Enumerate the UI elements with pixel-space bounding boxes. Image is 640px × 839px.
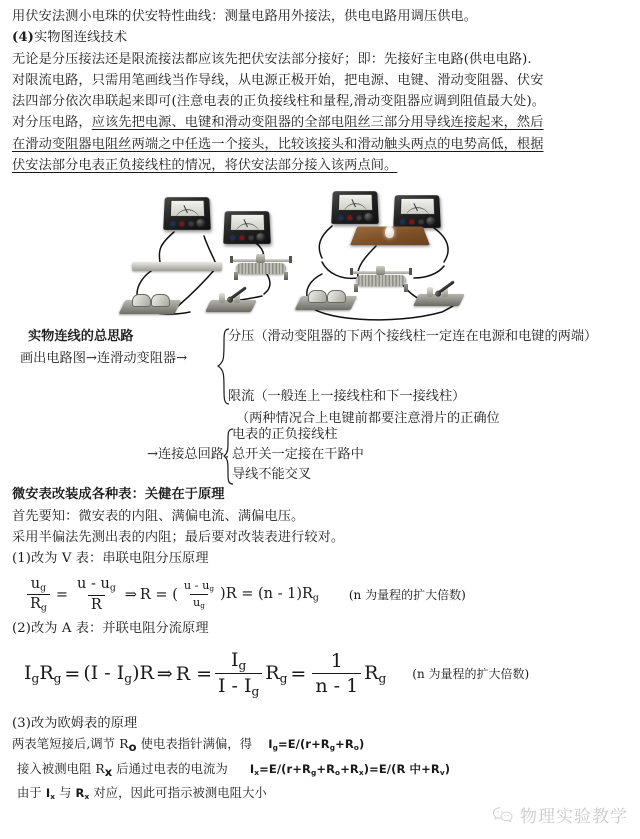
symbol-ix: $I_x$ [45,786,56,802]
small-bulb [385,226,394,238]
intro-line: 用伏安法测小电珠的伏安特性曲线：测量电路用外接法，供电电路用调压供电。 [12,9,478,24]
rheostat-coil [356,275,406,286]
paragraph-line-underlined: 伏安法部分电表正负接线柱的情况，将伏安法部分接入该两点间。 [12,158,398,174]
subscript-g: g [238,658,247,673]
fraction-denominator: I - $I_g$ [215,673,262,698]
r-equals: R = ( [139,586,178,603]
terminal-negative [170,221,176,227]
subscript-x: x [50,792,56,802]
underline-lead: 对分压电路， [12,115,92,131]
equals-sign: = [290,662,307,685]
subscript-g: g [124,671,133,686]
v-meter-note: (n 为量程的扩大倍数) [348,588,466,603]
terminal-positive [347,215,353,221]
subscript-o: o [353,743,359,753]
ohm-meter-label: (3)改为欧姆表的原理 [12,715,138,731]
subscript-x: x [358,767,364,777]
section-4-number: (4) [12,30,34,46]
subscript-g: g [378,671,387,686]
branch-voltage-divider-label: 分压 [228,329,255,345]
ammeter-right [331,192,379,225]
subscript-g: g [109,582,116,594]
outline-step-2: →连接总回路： [147,447,238,463]
meter-face [338,194,373,211]
paragraph-line-underlined [12,112,628,133]
r-equals: R = [175,662,212,685]
formula-rg: $R_g$ [265,662,288,686]
subscript-g: g [329,743,336,753]
rheostat-left [230,254,292,280]
fraction-numerator: u - $u_g$ [183,579,215,594]
terminal-common [248,235,254,241]
ohm-meter-line-1 [12,734,628,759]
switch-terminal [427,287,433,297]
fraction-one-over-n-minus-one [312,650,361,697]
subscript-g: g [310,767,317,777]
fraction-numerator: u - $u_g$ [77,576,116,594]
section-4-title: 实物图连线技术 [33,30,127,46]
lamp-board-right [354,220,426,254]
terminal-negative [230,235,236,241]
ohm-line1-text2: 使电表指针满偏，得 [136,737,253,752]
battery-cell [132,294,151,307]
outline-step-1: 画出电路图→连滑动变阻器→ [20,351,188,367]
subscript-o: o [128,740,137,755]
outline-item: 导线不能交叉 [232,467,312,483]
subscript-g: g [200,601,205,611]
branch-current-limit: 限流（一般连上一接线柱和下一接线柱） [228,389,466,405]
rheostat-coil [236,263,286,274]
watermark-text: 物理实验教学 [520,807,628,827]
battery-cell [308,290,327,303]
terminal-common [188,221,194,227]
fraction-inner [181,579,217,610]
paragraph-line-underlined: 在滑动变阻器电阻丝两端之中任选一个接头，比较该接头和滑动触头两点的电势高低，根据 [12,136,544,152]
meter-face [230,214,265,231]
implies-sign: ⇒ [156,662,173,685]
ohm-meter-line-3: 由于 $I_x$ 与 $R_x$ 对应，因此可指示被测电阻大小 [17,786,267,802]
subscript-g: g [40,602,47,614]
resistance-bar-left [132,262,222,271]
subscript-g: g [53,671,62,686]
rheostat-slider[interactable] [256,254,265,263]
battery-right [298,288,354,314]
subscript-x: x [104,764,113,779]
formula-tail: )$R = (n - 1)R_g$ [220,585,319,604]
branch-note: （两种情况合上电键前都要注意滑片的正确位 [236,411,500,427]
rheostat-leg [234,272,238,280]
v-meter-formula-row [24,576,628,614]
subscript-v: v [439,767,445,777]
ohm-line1-formula: $I_g=E/(r+R_g+R_o)$ [268,737,365,753]
rheostat-terminal-left [230,256,233,263]
battery-left [122,292,178,318]
terminal-positive [239,235,245,241]
paragraph-line: 对限流电路，只需用笔画线当作导线，从电源正极开始，把电源、电键、滑动变阻器、伏安 [12,72,544,88]
lamp-terminal [413,241,421,248]
section-4-paragraph [12,49,628,177]
fraction-denominator: R [88,595,105,613]
switch-base [413,294,465,306]
terminal-positive [179,221,185,227]
switch-left[interactable] [208,288,254,316]
fraction-denominator: $u_g$ [190,594,208,610]
outline-brace-diagram [12,328,628,483]
fraction-numerator: 1 [330,650,343,673]
galvanometer-title: 微安表改装成各种表：关健在于原理 [12,487,225,503]
formula-rhs: $(I - I_g)R$ [83,662,154,686]
ohm-meter-line-2 [12,759,628,784]
subscript-g: g [279,671,288,686]
rheostat-right [350,266,412,292]
outline-item: 电表的正负接线柱 [232,427,338,443]
galvanometer-section [12,484,628,807]
apparatus-figure [12,184,628,324]
lamp-terminal [359,241,367,248]
galvanometer-line-2: 采用半偏法先测出表的内阻；最后要对改装表进行较对。 [12,529,345,545]
fraction-u-minus-ug-over-r [74,576,119,613]
paragraph-line: 法四部分依次串联起来即可(注意电表的正负接线柱和量程,滑动变阻器应调到阻值最大处)。 [12,94,545,110]
implies-sign: ⇒ [124,586,137,603]
rheostat-terminal-right [409,268,412,275]
fraction-denominator: n - 1 [312,673,361,697]
switch-terminal [219,293,225,303]
a-meter-note: (n 为量程的扩大倍数) [412,667,530,682]
fraction-numerator: $I_g$ [230,649,247,673]
switch-base [205,300,257,312]
paragraph-line: 无论是分压接法还是限流接法都应该先把伏安法部分接好；即：先接好主电路(供电电路). [12,51,532,67]
v-meter-formula [24,576,319,614]
battery-cell [327,290,346,303]
galvanometer-line-1: 首先要知：微安表的内阻、满偏电流、满偏电压。 [12,508,305,524]
ohm-line2-formula: $I_x=E/(r+R_g+R_o+R_x)=E/(R$ 中$+R_v$) [249,761,451,777]
ohm-line2-text2: 后通过电表的电流为 [112,761,228,776]
battery-cell [151,294,170,307]
subscript-x: x [254,767,260,777]
meter-knob [426,217,435,226]
rheostat-slider[interactable] [376,266,385,275]
terminal-negative [338,215,344,221]
formula-lhs: $I_gR_g$ [24,662,62,686]
subscript-g: g [251,684,260,699]
subscript-o: o [335,767,341,777]
meter-knob [196,219,205,228]
branch-voltage-divider [228,328,597,346]
underline-text: 应该先把电源、电键和滑动变阻器的全部电阻丝三部分用导线连接起来，然后 [91,115,544,131]
switch-right[interactable] [416,282,462,310]
fraction-ig-over-i-minus-ig [215,649,262,699]
subscript-g: g [312,592,319,604]
ammeter-left [163,198,211,231]
subscript-g: g [40,582,47,594]
a-meter-formula [24,649,386,699]
outline-title: 实物连线的总思路 [28,329,134,345]
wechat-icon [492,806,514,824]
rheostat-terminal-right [289,256,292,263]
outline-item: 总开关一定接在干路中 [232,447,364,463]
equals-sign: = [55,586,69,603]
ohm-line2-text: 接入被测电阻 R [17,761,105,776]
fraction-ug-rg [27,576,50,614]
formula-rg: $R_g$ [364,662,387,686]
a-meter-formula-row [24,649,628,699]
subscript-g: g [272,743,278,753]
a-meter-label: (2)改为 A 表：并联电阻分流原理 [12,620,209,636]
rheostat-leg [404,284,408,292]
fraction-denominator: $R_g$ [27,594,50,614]
equals-sign: = [64,662,81,685]
subscript-g: g [209,584,215,594]
meter-face [170,200,205,217]
fraction-numerator: $u_g$ [30,575,47,594]
watermark [492,802,628,827]
rheostat-leg [354,284,358,292]
subscript-g: g [31,671,40,686]
symbol-rx: $R_x$ [75,786,90,802]
section-4-heading [12,27,628,48]
rheostat-terminal-left [350,268,353,275]
meter-face [400,198,435,215]
v-meter-label: (1)改为 V 表：串联电阻分压原理 [12,551,209,567]
rheostat-leg [284,272,288,280]
ohm-line1-text: 两表笔短接后,调节 R [12,737,129,752]
voltmeter-left [223,212,271,245]
branch-voltage-divider-note: （滑动变阻器的下两个接线柱一定连在电源和电键的两端） [254,329,598,345]
subscript-x: x [84,792,90,802]
meter-knob [256,233,265,242]
